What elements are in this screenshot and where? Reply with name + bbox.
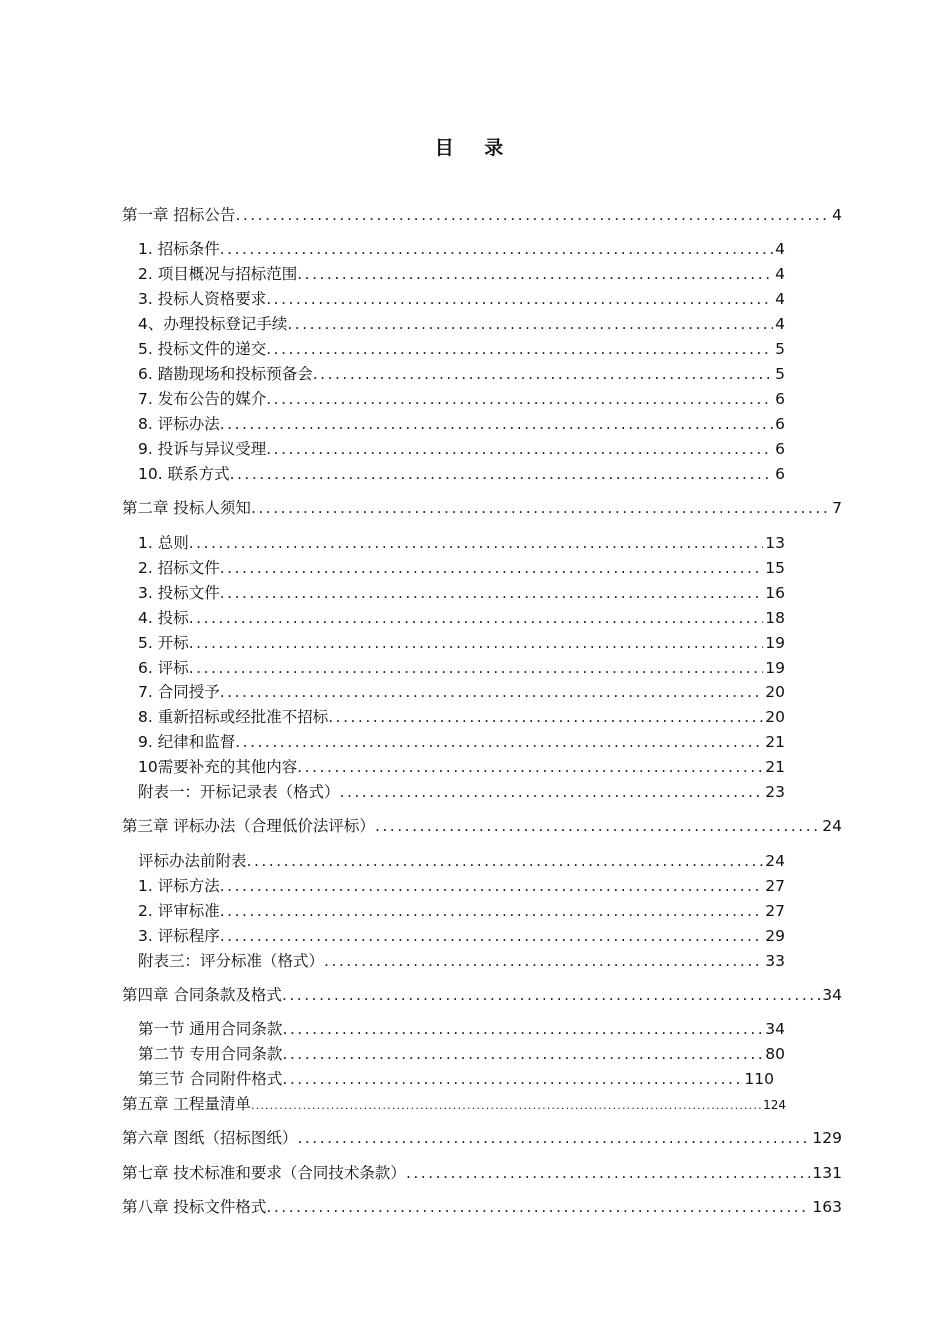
toc-title: 目 录 — [434, 137, 516, 159]
leader-dots — [220, 557, 764, 579]
leader-dots — [266, 288, 773, 310]
toc-entry-text: 第四章 合同条款及格式 — [122, 986, 282, 1004]
toc-page-number: 4 — [775, 290, 785, 308]
toc-entry-text: 第六章 图纸（招标图纸） — [122, 1129, 298, 1147]
toc-entry-text: 第八章 投标文件格式 — [122, 1198, 267, 1216]
toc-entry-1-10[interactable] — [138, 463, 785, 485]
leader-dots — [230, 463, 774, 485]
toc-entry-2-9[interactable] — [138, 731, 785, 753]
toc-chapter-4[interactable] — [122, 984, 842, 1006]
toc-entry-3-2[interactable] — [138, 900, 785, 922]
leader-dots — [266, 338, 773, 360]
toc-entry-1-9[interactable] — [138, 438, 785, 460]
toc-entry-text: 3. 投标人资格要求 — [138, 290, 267, 308]
toc-page-number: 20 — [765, 683, 785, 701]
toc-page-number: 34 — [822, 986, 842, 1004]
toc-entry-text: 第一节 通用合同条款 — [138, 1020, 283, 1038]
leader-dots — [297, 1127, 810, 1149]
toc-entry-text: 10. 联系方式 — [138, 465, 230, 483]
toc-entry-2-appendix[interactable] — [138, 781, 785, 803]
toc-page-number: 15 — [765, 559, 785, 577]
toc-entry-1-2[interactable] — [138, 263, 785, 285]
toc-entry-2-5[interactable] — [138, 632, 785, 654]
toc-entry-text: 9. 纪律和监督 — [138, 733, 236, 751]
toc-page-number: 33 — [765, 952, 785, 970]
leader-dots — [297, 756, 763, 778]
toc-entry-2-2[interactable] — [138, 557, 785, 579]
toc-entry-2-6[interactable] — [138, 657, 785, 679]
toc-page-number: 6 — [775, 390, 785, 408]
toc-chapter-1[interactable] — [122, 204, 842, 226]
toc-entry-2-8[interactable] — [138, 706, 785, 728]
toc-entry-4-2[interactable] — [138, 1043, 785, 1065]
toc-entry-2-3[interactable] — [138, 582, 785, 604]
leader-dots — [220, 925, 764, 947]
toc-entry-2-10[interactable] — [138, 756, 785, 778]
toc-entry-text: 7. 合同授予 — [138, 683, 220, 701]
toc-page-number: 19 — [765, 659, 785, 677]
leader-dots — [375, 815, 820, 837]
toc-page-number: 110 — [744, 1070, 774, 1088]
toc-page-number: 18 — [765, 609, 785, 627]
toc-entry-2-7[interactable] — [138, 681, 785, 703]
toc-entry-text: 附表一：开标记录表（格式） — [138, 783, 340, 801]
toc-page-number: 16 — [765, 584, 785, 602]
leader-dots — [235, 204, 830, 226]
toc-entry-text: 7. 发布公告的媒介 — [138, 390, 267, 408]
toc-entry-text: 第七章 技术标准和要求（合同技术条款） — [122, 1164, 406, 1182]
leader-dots — [247, 850, 764, 872]
leader-dots — [189, 632, 764, 654]
leader-dots — [340, 781, 764, 803]
toc-page-number: 27 — [765, 902, 785, 920]
leader-dots — [251, 497, 830, 519]
toc-page-number: 24 — [765, 852, 785, 870]
leader-dots — [220, 900, 764, 922]
leader-dots — [189, 607, 764, 629]
toc-entry-text: 附表三：评分标准（格式） — [138, 952, 325, 970]
toc-page-number: 21 — [765, 758, 785, 776]
toc-page-number: 13 — [765, 534, 785, 552]
toc-entry-1-5[interactable] — [138, 338, 785, 360]
toc-chapter-6[interactable] — [122, 1127, 842, 1149]
toc-page-number: 4 — [775, 265, 785, 283]
toc-page-number: 7 — [832, 499, 842, 517]
toc-entry-4-3[interactable] — [138, 1068, 774, 1090]
toc-entry-text: 9. 投诉与异议受理 — [138, 440, 267, 458]
toc-chapter-3[interactable] — [122, 815, 842, 837]
toc-page-number: 5 — [775, 340, 785, 358]
leader-dots — [282, 1018, 763, 1040]
toc-entry-text: 第一章 招标公告 — [122, 206, 236, 224]
toc-entry-2-1[interactable] — [138, 532, 785, 554]
toc-entry-1-4[interactable] — [138, 313, 785, 335]
toc-page-number: 124 — [763, 1098, 786, 1112]
toc-entry-text: 2. 评审标准 — [138, 902, 220, 920]
toc-entry-text: 第五章 工程量清单 — [122, 1095, 251, 1113]
toc-entry-text: 8. 重新招标或经批准不招标 — [138, 708, 329, 726]
leader-dots — [266, 1196, 810, 1218]
toc-chapter-5[interactable] — [122, 1093, 786, 1117]
toc-page-number: 5 — [775, 365, 785, 383]
toc-page-number: 19 — [765, 634, 785, 652]
leader-dots — [220, 681, 764, 703]
toc-entry-3-3[interactable] — [138, 925, 785, 947]
toc-chapter-2[interactable] — [122, 497, 842, 519]
leader-dots — [282, 1068, 742, 1090]
leader-dots — [313, 363, 773, 385]
toc-entry-text: 3. 评标程序 — [138, 927, 220, 945]
leader-dots — [189, 657, 764, 679]
toc-chapter-7[interactable] — [122, 1162, 842, 1184]
toc-entry-text: 10需要补充的其他内容 — [138, 758, 298, 776]
toc-entry-3-table[interactable] — [138, 850, 785, 872]
toc-entry-text: 5. 投标文件的递交 — [138, 340, 267, 358]
toc-page-number: 80 — [765, 1045, 785, 1063]
toc-entry-text: 4. 投标 — [138, 609, 189, 627]
leader-dots — [235, 731, 763, 753]
toc-entry-2-4[interactable] — [138, 607, 785, 629]
leader-dots — [251, 1095, 761, 1117]
leader-dots — [220, 238, 773, 260]
toc-page-number: 21 — [765, 733, 785, 751]
toc-entry-text: 5. 开标 — [138, 634, 189, 652]
toc-entry-text: 2. 招标文件 — [138, 559, 220, 577]
toc-page-number: 4 — [775, 240, 785, 258]
leader-dots — [220, 582, 764, 604]
leader-dots — [406, 1162, 810, 1184]
leader-dots — [266, 438, 773, 460]
toc-page-number: 6 — [775, 465, 785, 483]
toc-page-number: 163 — [812, 1198, 842, 1216]
toc-entry-text: 1. 总则 — [138, 534, 189, 552]
toc-entry-text: 4、办理投标登记手续 — [138, 315, 288, 333]
leader-dots — [297, 263, 773, 285]
leader-dots — [282, 984, 820, 1006]
toc-page-number: 129 — [812, 1129, 842, 1147]
leader-dots — [220, 875, 764, 897]
toc-entry-1-8[interactable] — [138, 413, 785, 435]
toc-page-number: 6 — [775, 415, 785, 433]
toc-entry-1-3[interactable] — [138, 288, 785, 310]
toc-page-number: 23 — [765, 783, 785, 801]
toc-entry-text: 2. 项目概况与招标范围 — [138, 265, 298, 283]
toc-entry-text: 第三章 评标办法（合理低价法评标） — [122, 817, 375, 835]
leader-dots — [324, 950, 763, 972]
toc-entry-text: 6. 评标 — [138, 659, 189, 677]
toc-entry-text: 8. 评标办法 — [138, 415, 220, 433]
leader-dots — [287, 313, 773, 335]
toc-entry-text: 评标办法前附表 — [138, 852, 247, 870]
toc-entry-1-6[interactable] — [138, 363, 785, 385]
toc-page-number: 34 — [765, 1020, 785, 1038]
toc-entry-text: 1. 招标条件 — [138, 240, 220, 258]
leader-dots — [328, 706, 763, 728]
toc-page-number: 27 — [765, 877, 785, 895]
toc-entry-3-appendix[interactable] — [138, 950, 785, 972]
leader-dots — [266, 388, 773, 410]
toc-page-number: 20 — [765, 708, 785, 726]
leader-dots — [282, 1043, 763, 1065]
leader-dots — [189, 532, 764, 554]
toc-page-number: 4 — [775, 315, 785, 333]
toc-entry-1-7[interactable] — [138, 388, 785, 410]
toc-page-number: 24 — [822, 817, 842, 835]
toc-entry-text: 第二节 专用合同条款 — [138, 1045, 283, 1063]
toc-entry-1-1[interactable] — [138, 238, 785, 260]
toc-entry-text: 1. 评标方法 — [138, 877, 220, 895]
toc-chapter-8[interactable] — [122, 1196, 842, 1218]
toc-entry-text: 3. 投标文件 — [138, 584, 220, 602]
toc-entry-text: 第二章 投标人须知 — [122, 499, 251, 517]
toc-entry-4-1[interactable] — [138, 1018, 785, 1040]
toc-page-number: 29 — [765, 927, 785, 945]
toc-page-number: 6 — [775, 440, 785, 458]
leader-dots — [220, 413, 773, 435]
toc-entry-text: 第三节 合同附件格式 — [138, 1070, 283, 1088]
toc-page-number: 4 — [832, 206, 842, 224]
toc-entry-text: 6. 踏勘现场和投标预备会 — [138, 365, 313, 383]
toc-entry-3-1[interactable] — [138, 875, 785, 897]
toc-page-number: 131 — [812, 1164, 842, 1182]
